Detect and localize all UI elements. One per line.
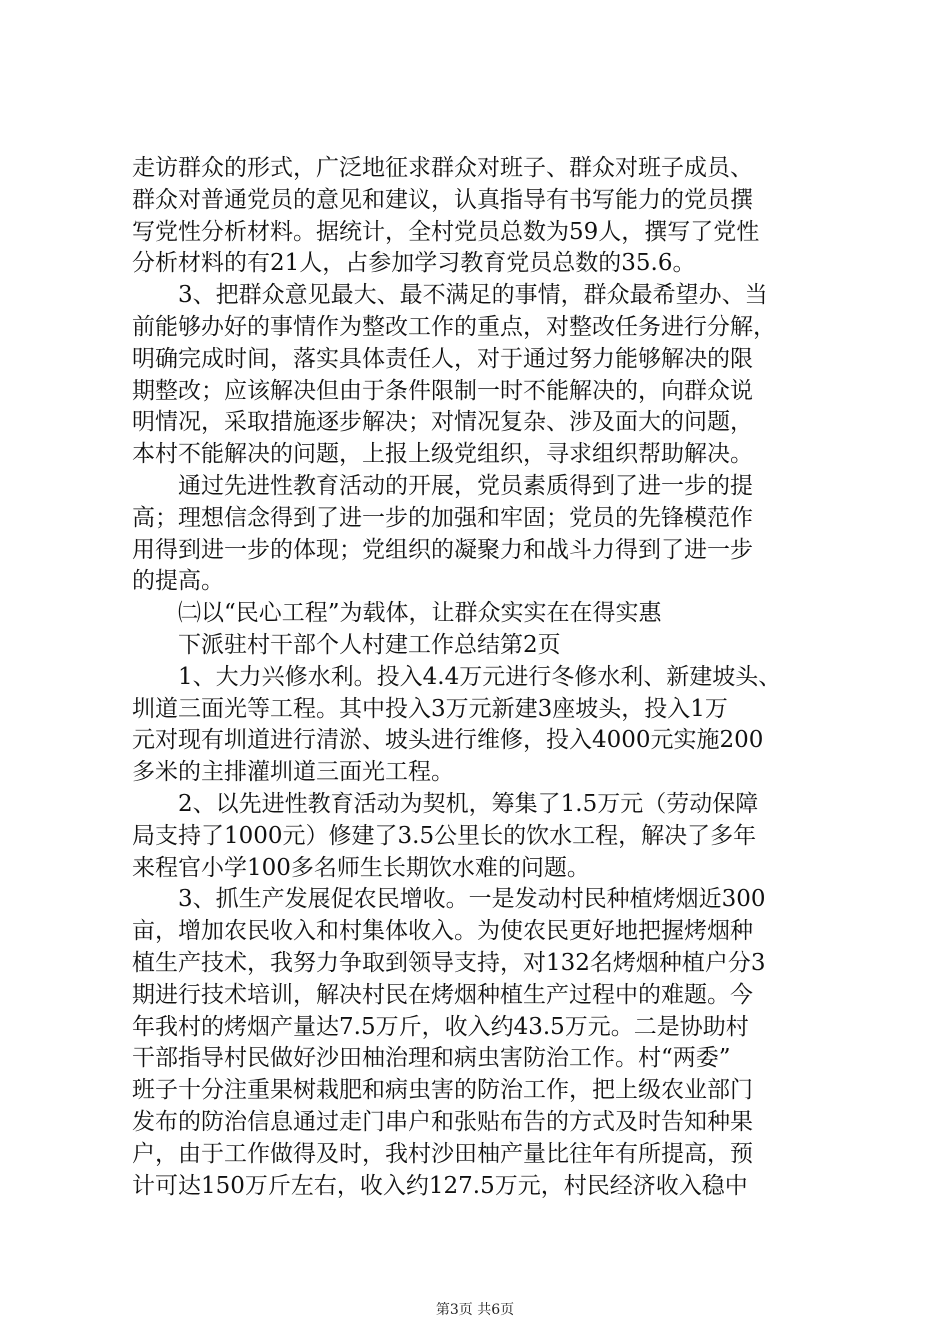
page-footer bbox=[0, 1299, 950, 1319]
text-line: 期整改；应该解决但由于条件限制一时不能解决的，向群众说 bbox=[132, 377, 753, 404]
page-number: 第3页 共6页 bbox=[435, 1302, 515, 1318]
text-line: 1、大力兴修水利。投入4.4万元进行冬修水利、新建坡头、 bbox=[132, 663, 782, 690]
text-line: 元对现有圳道进行清淤、坡头进行维修，投入4000元实施200 bbox=[132, 727, 764, 754]
text-line: 干部指导村民做好沙田柚治理和病虫害防治工作。村“两委” bbox=[132, 1045, 731, 1072]
page-title-line: 下派驻村干部个人村建工作总结第2页 bbox=[132, 631, 561, 658]
section-heading: ㈡以“民心工程”为载体，让群众实实在在得实惠 bbox=[132, 600, 662, 627]
text-line: 来程官小学100多名师生长期饮水难的问题。 bbox=[132, 854, 590, 881]
text-line: 2、以先进性教育活动为契机，筹集了1.5万元（劳动保障 bbox=[132, 790, 759, 817]
text-line: 前能够办好的事情作为整改工作的重点，对整改任务进行分解， bbox=[132, 313, 776, 340]
text-line: 亩，增加农民收入和村集体收入。为使农民更好地把握烤烟种 bbox=[132, 918, 753, 945]
text-line: 圳道三面光等工程。其中投入3万元新建3座坡头，投入1万 bbox=[132, 695, 728, 722]
text-line: 的提高。 bbox=[132, 568, 224, 595]
text-line: 局支持了1000元）修建了3.5公里长的饮水工程，解决了多年 bbox=[132, 822, 757, 849]
text-line: 通过先进性教育活动的开展，党员素质得到了进一步的提 bbox=[132, 472, 753, 499]
text-line: 明情况，采取措施逐步解决；对情况复杂、涉及面大的问题， bbox=[132, 409, 753, 436]
text-line: 户，由于工作做得及时，我村沙田柚产量比往年有所提高，预 bbox=[132, 1140, 753, 1167]
text-line: 计可达150万斤左右，收入约127.5万元，村民经济收入稳中 bbox=[132, 1172, 748, 1199]
text-line: 3、把群众意见最大、最不满足的事情，群众最希望办、当 bbox=[132, 282, 768, 309]
text-line: 发布的防治信息通过走门串户和张贴布告的方式及时告知种果 bbox=[132, 1108, 753, 1135]
text-line: 用得到进一步的体现；党组织的凝聚力和战斗力得到了进一步 bbox=[132, 536, 753, 563]
text-line: 植生产技术，我努力争取到领导支持，对132名烤烟种植户分3 bbox=[132, 949, 766, 976]
text-line: 明确完成时间，落实具体责任人，对于通过努力能够解决的限 bbox=[132, 345, 753, 372]
text-line: 高；理想信念得到了进一步的加强和牢固；党员的先锋模范作 bbox=[132, 504, 753, 531]
text-line: 分析材料的有21人，占参加学习教育党员总数的35.6。 bbox=[132, 250, 696, 277]
text-line: 多米的主排灌圳道三面光工程。 bbox=[132, 759, 454, 786]
text-line: 走访群众的形式，广泛地征求群众对班子、群众对班子成员、 bbox=[132, 155, 753, 181]
text-line: 期进行技术培训，解决村民在烤烟种植生产过程中的难题。今 bbox=[132, 981, 753, 1008]
text-line: 写党性分析材料。据统计，全村党员总数为59人，撰写了党性 bbox=[132, 218, 760, 245]
text-line: 班子十分注重果树栽肥和病虫害的防治工作，把上级农业部门 bbox=[132, 1077, 753, 1104]
text-line: 年我村的烤烟产量达7.5万斤，收入约43.5万元。二是协助村 bbox=[132, 1013, 749, 1040]
text-line: 本村不能解决的问题，上报上级党组织，寻求组织帮助解决。 bbox=[132, 441, 753, 468]
document-body bbox=[132, 153, 832, 1202]
text-line: 3、抓生产发展促农民增收。一是发动村民种植烤烟近300 bbox=[132, 886, 766, 913]
text-line: 群众对普通党员的意见和建议，认真指导有书写能力的党员撰 bbox=[132, 186, 753, 213]
